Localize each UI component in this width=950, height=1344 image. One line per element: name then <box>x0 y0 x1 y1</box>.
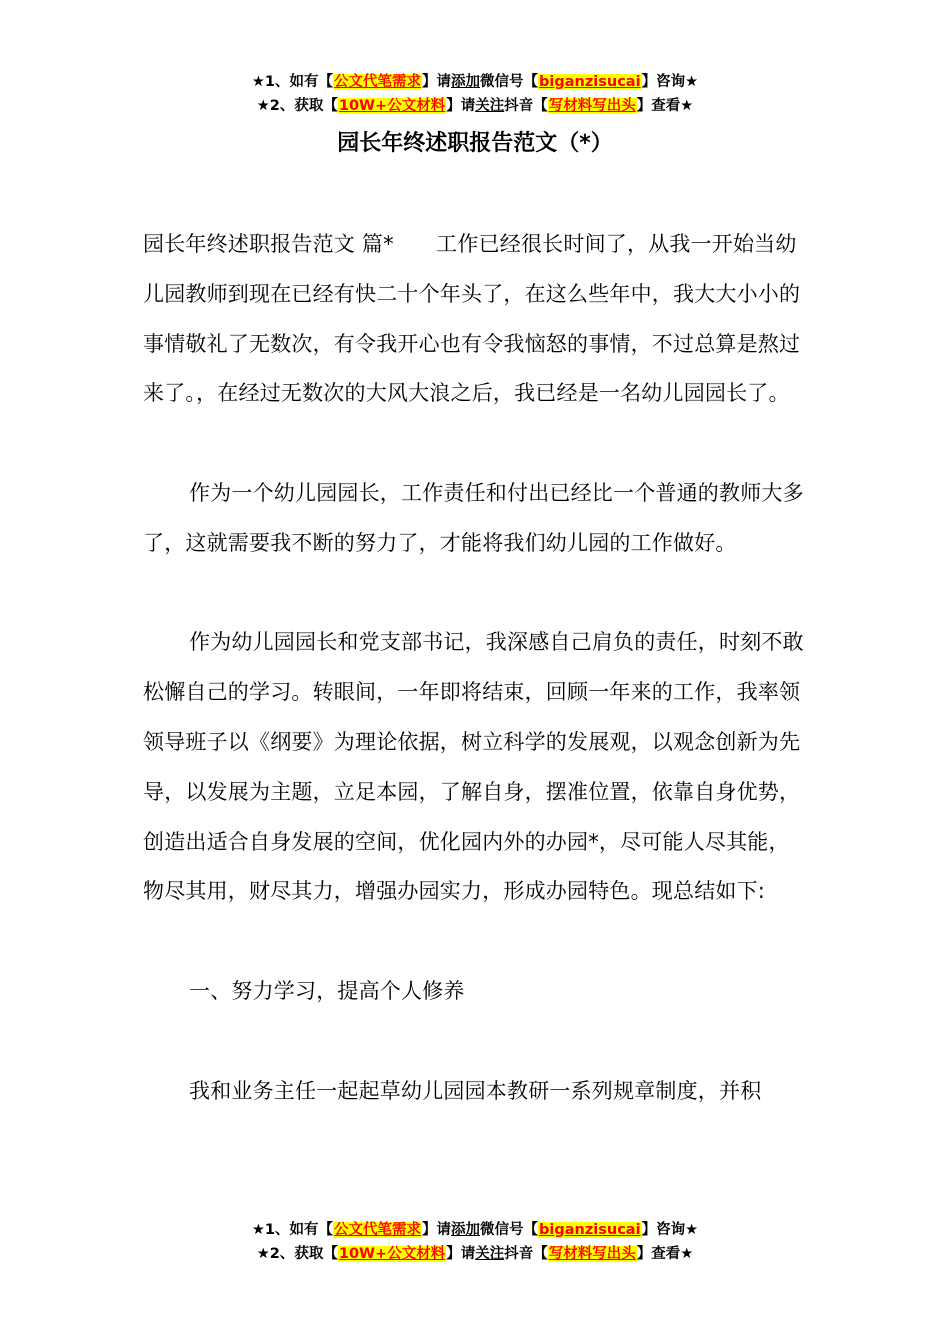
banner-highlight-douyin-id: 写材料写出头 <box>548 98 636 114</box>
banner-text: ★2、获取【 <box>256 1246 338 1262</box>
banner-text: 】请 <box>446 98 476 114</box>
banner-line-1 <box>0 1218 950 1242</box>
banner-highlight-douyin-id: 写材料写出头 <box>548 1246 636 1262</box>
banner-underline-follow: 关注 <box>475 1246 505 1262</box>
banner-text: ★2、获取【 <box>256 98 338 114</box>
paragraph-intro: 园长年终述职报告范文 篇* 工作已经很长时间了，从我一开始当幼儿园教师到现在已经有快二十个年头了，在这么些年中，我大大小小的事情敬礼了无数次，有令我开心也有令我恼怒的事情，不过总算是熬过来了。，在经过无数次的大风大浪之后，我已经是一名幼儿园园长了。 <box>143 232 801 406</box>
banner-line-1 <box>0 70 950 94</box>
paragraph-study: 我和业务主任一起起草幼儿园园本教研一系列规章制度，并积 <box>189 1078 762 1103</box>
banner-text: 微信号【 <box>480 1222 539 1238</box>
document-body <box>143 220 808 1116</box>
banner-text: 】咨询★ <box>641 74 699 90</box>
banner-text: 】查看★ <box>636 1246 694 1262</box>
banner-underline-add: 添加 <box>451 74 481 90</box>
section-heading-1: 一、努力学习，提高个人修养 <box>189 978 465 1003</box>
banner-text: 微信号【 <box>480 74 539 90</box>
banner-line-2 <box>0 94 950 118</box>
banner-text: 】查看★ <box>636 98 694 114</box>
banner-highlight-wechat-id: biganzisucai <box>539 1222 641 1238</box>
header-banner <box>0 70 950 118</box>
banner-text: 抖音【 <box>504 98 548 114</box>
banner-highlight-materials: 10W+公文材料 <box>338 1246 446 1262</box>
banner-text: 】请 <box>446 1246 476 1262</box>
banner-line-2 <box>0 1242 950 1266</box>
banner-text: 抖音【 <box>504 1246 548 1262</box>
banner-text: ★1、如有【 <box>251 1222 334 1238</box>
banner-highlight-service: 公文代笔需求 <box>334 74 422 90</box>
footer-banner <box>0 1218 950 1266</box>
document-title: 园长年终述职报告范文（*） <box>337 131 613 156</box>
banner-text: 】请 <box>422 74 452 90</box>
banner-underline-follow: 关注 <box>475 98 505 114</box>
paragraph-responsibility: 作为一个幼儿园园长，工作责任和付出已经比一个普通的教师大多了，这就需要我不断的努力了，才能将我们幼儿园的工作做好。 <box>143 480 804 555</box>
banner-highlight-wechat-id: biganzisucai <box>539 74 641 90</box>
paragraph-overview: 作为幼儿园园长和党支部书记，我深感自己肩负的责任，时刻不敢松懈自己的学习。转眼间，一年即将结束，回顾一年来的工作，我率领领导班子以《纲要》为理论依据，树立科学的发展观，以观念创新为先导，以发展为主题，立足本园，了解自身，摆准位置，依靠自身优势，创造出适合自身发展的空间，优化园内外的办园*，尽可能人尽其能，物尽其用，财尽其力，增强办园实力，形成办园特色。现总结如下: <box>143 630 804 904</box>
banner-text: 】请 <box>422 1222 452 1238</box>
banner-underline-add: 添加 <box>451 1222 481 1238</box>
banner-highlight-service: 公文代笔需求 <box>334 1222 422 1238</box>
banner-text: ★1、如有【 <box>251 74 334 90</box>
banner-text: 】咨询★ <box>641 1222 699 1238</box>
banner-highlight-materials: 10W+公文材料 <box>338 98 446 114</box>
